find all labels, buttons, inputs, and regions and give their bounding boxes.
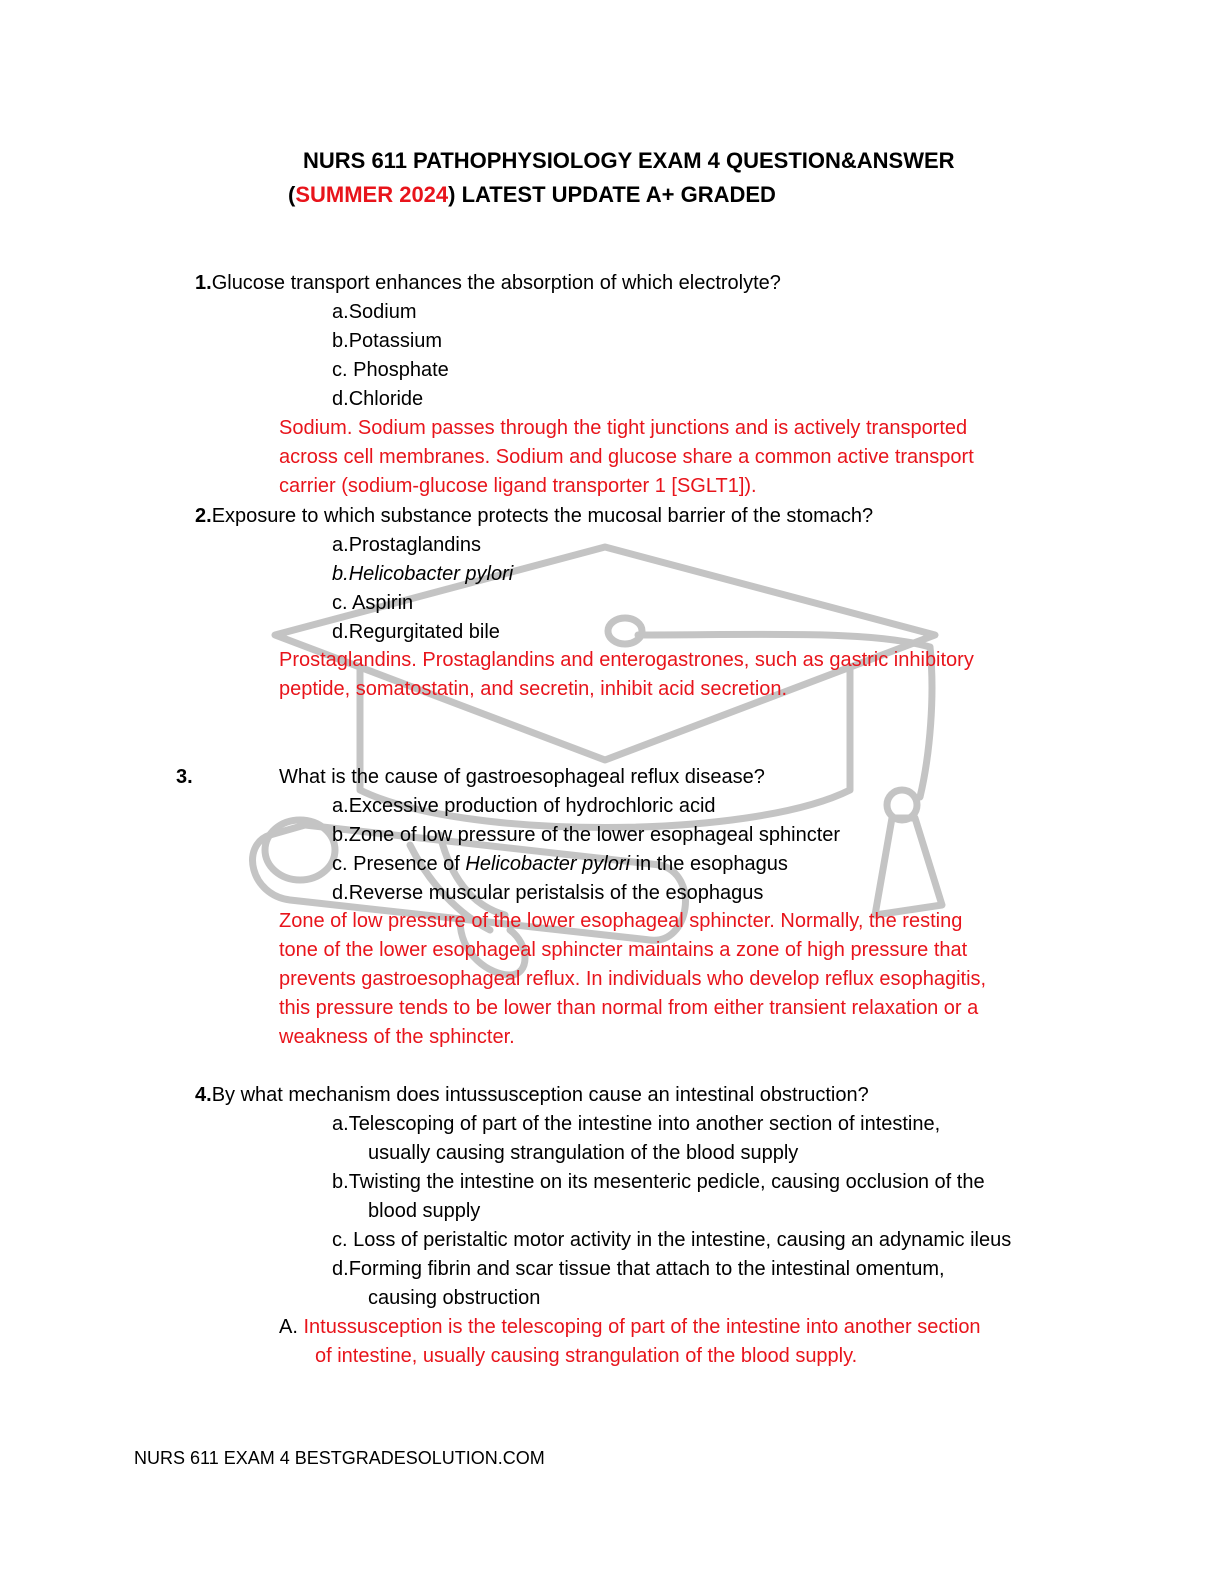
q4-answer: A. Intussusception is the telescoping of part of the intestine into another section bbox=[279, 1316, 981, 1338]
q1-option-d: d.Chloride bbox=[332, 388, 424, 410]
q3-answer-line: prevents gastroesophageal reflux. In individuals who develop reflux esophagitis, bbox=[279, 968, 987, 990]
q4-answer-line: of intestine, usually causing strangulation of the blood supply. bbox=[315, 1345, 858, 1367]
q1-answer-line: Sodium. Sodium passes through the tight junctions and is actively transported bbox=[279, 417, 968, 439]
question-3: What is the cause of gastroesophageal reflux disease? bbox=[279, 766, 765, 788]
q4-option-c: c. Loss of peristaltic motor activity in the intestine, causing an adynamic ileus bbox=[332, 1229, 1012, 1251]
document-subtitle: (SUMMER 2024) LATEST UPDATE A+ GRADED bbox=[288, 182, 776, 207]
q3-answer-line: Zone of low pressure of the lower esophageal sphincter. Normally, the resting bbox=[279, 910, 963, 932]
q4-option-d: d.Forming fibrin and scar tissue that attach to the intestinal omentum, bbox=[332, 1258, 945, 1280]
question-1: 1.Glucose transport enhances the absorption of which electrolyte? bbox=[195, 272, 781, 294]
q2-option-d: d.Regurgitated bile bbox=[332, 621, 500, 643]
q4-option-a: a.Telescoping of part of the intestine into another section of intestine, bbox=[332, 1113, 941, 1135]
q3-answer-line: tone of the lower esophageal sphincter maintains a zone of high pressure that bbox=[279, 939, 968, 961]
q1-answer-line: carrier (sodium-glucose ligand transporter 1 [SGLT1]). bbox=[279, 475, 757, 497]
q3-answer-line: weakness of the sphincter. bbox=[279, 1026, 515, 1048]
q1-option-a: a.Sodium bbox=[332, 301, 417, 323]
q2-answer-line: peptide, somatostatin, and secretin, inhibit acid secretion. bbox=[279, 678, 788, 700]
document-title: NURS 611 PATHOPHYSIOLOGY EXAM 4 QUESTION&ANSWER bbox=[303, 148, 955, 173]
question-2: 2.Exposure to which substance protects the mucosal barrier of the stomach? bbox=[195, 505, 874, 527]
q2-option-a: a.Prostaglandins bbox=[332, 534, 481, 556]
q1-option-b: b.Potassium bbox=[332, 330, 443, 352]
q3-option-d: d.Reverse muscular peristalsis of the esophagus bbox=[332, 882, 764, 904]
q4-option-a-cont: usually causing strangulation of the blood supply bbox=[368, 1142, 799, 1164]
q4-option-b-cont: blood supply bbox=[368, 1200, 481, 1222]
q3-option-a: a.Excessive production of hydrochloric acid bbox=[332, 795, 716, 817]
q4-option-d-cont: causing obstruction bbox=[368, 1287, 541, 1309]
q2-answer-line: Prostaglandins. Prostaglandins and enterogastrones, such as gastric inhibitory bbox=[279, 649, 974, 671]
q3-option-c: c. Presence of Helicobacter pylori in the esophagus bbox=[332, 853, 788, 875]
q2-option-c: c. Aspirin bbox=[332, 592, 414, 614]
question-3-number: 3. bbox=[176, 766, 193, 788]
page-footer: NURS 611 EXAM 4 BESTGRADESOLUTION.COM bbox=[134, 1448, 545, 1468]
term-highlight: SUMMER 2024 bbox=[295, 182, 449, 207]
question-4: 4.By what mechanism does intussusception cause an intestinal obstruction? bbox=[195, 1084, 869, 1106]
q3-option-b: b.Zone of low pressure of the lower esophageal sphincter bbox=[332, 824, 841, 846]
q1-option-c: c. Phosphate bbox=[332, 359, 449, 381]
q3-answer-line: this pressure tends to be lower than normal from either transient relaxation or a bbox=[279, 997, 979, 1019]
q1-answer-line: across cell membranes. Sodium and glucose share a common active transport bbox=[279, 446, 974, 468]
q4-option-b: b.Twisting the intestine on its mesenteric pedicle, causing occlusion of the bbox=[332, 1171, 985, 1193]
q2-option-b: b.Helicobacter pylori bbox=[332, 563, 514, 585]
